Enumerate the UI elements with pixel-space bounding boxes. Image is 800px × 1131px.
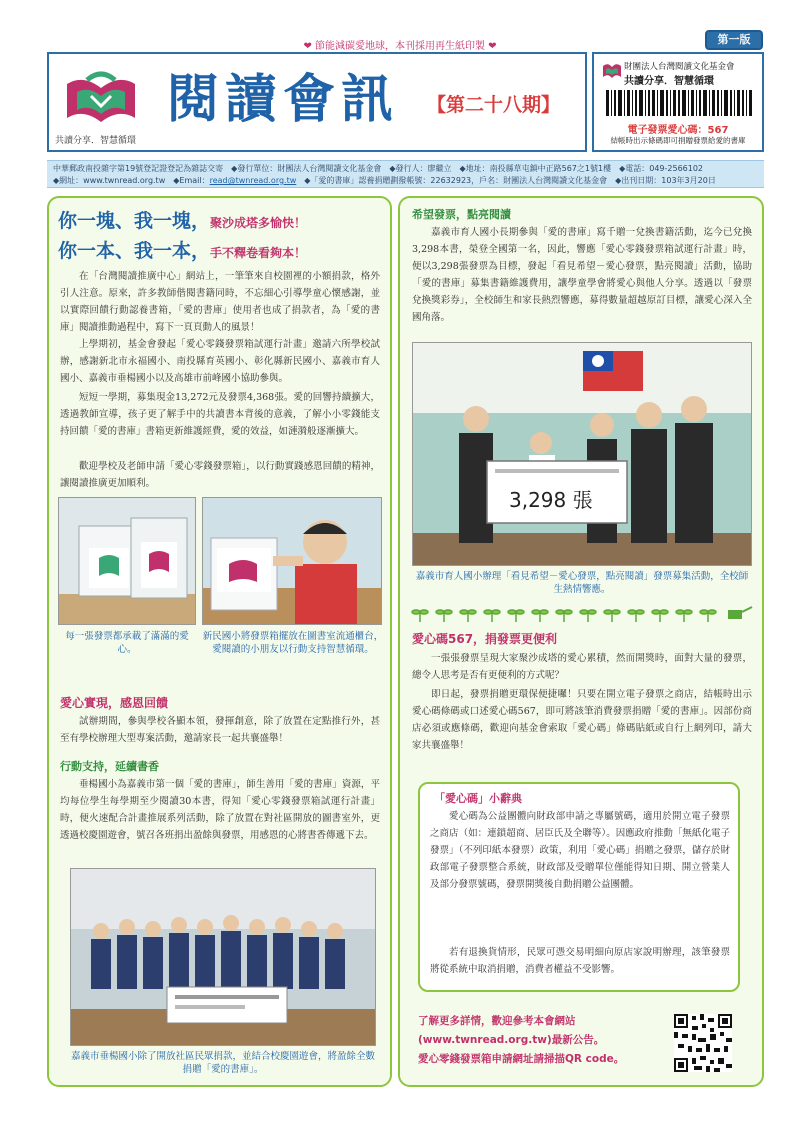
left-paragraph-2: 上學期初，基金會發起「愛心零錢發票箱試運行計畫」邀請六所學校試辦，感謝新北市永福國小、南投縣育英國小、彰化縣新民國小、嘉義市育人國小、嘉義市垂楊國小以及高雄市前峰國小協助參與。 — [60, 339, 380, 384]
info-line-2-prefix: ◆網址：www.twnread.org.tw ◆Email： — [53, 176, 210, 185]
donation-box-illustration — [59, 498, 196, 625]
dictionary-text-1: 愛心碼為公益團體向財政部申請之專屬號碼，適用於開立電子發票之商店（如：連鎖超商、居臣氏及全聯等）。因應政府推動「無紙化電子發票」（不列印紙本發票）政策，利用「愛心碼」捐贈之發票，儲存於財政部電子發票整合系統，財政部及受贈單位僅能得知日期、開立營業人及部分發票號碼，發票開獎後自動捐贈公益團體。 — [430, 811, 730, 890]
yuren-ceremony-photo — [412, 342, 752, 566]
love-code-note: 結帳時出示條碼即可捐贈發票給愛的書庫 — [610, 136, 746, 145]
info-line-2 — [53, 175, 758, 187]
headline-1-sub: 聚沙成塔多愉快！ — [210, 216, 307, 230]
masthead — [47, 52, 587, 152]
dictionary-text-2: 若有退換貨情形，民眾可憑交易明細向原店家說明辦理，該筆發票將從系統中取消捐贈，消費者權益不受影響。 — [430, 947, 730, 975]
left-paragraph-3: 短短一學期，募集現金13,272元及發票4,368張。愛的回響持續擴大，透過教師宣導，孩子更了解手中的共讀書本背後的意義，了解小小零錢能支持回饋「愛的書庫」書箱更新維護經費，愛的效益，如漣漪般逐漸擴大。 — [60, 392, 380, 437]
newsletter-title: 閱讀會訊 — [167, 69, 400, 130]
donation-box-photo — [58, 497, 196, 625]
love-code-text-2: 即日起，發票捐贈更環保便捷囉！只要在開立電子發票之商店，結帳時出示愛心碼條碼或口述愛心碼567，即可將該筆消費發票捐贈「愛的書庫」。因部份商店必須或應條碼，歡迎向基金會索取「愛心碼」條碼貼紙或自行上網列印，請大家共襄盛舉！ — [412, 689, 752, 751]
headline-line-2 — [58, 236, 306, 263]
group-photo-illustration — [71, 869, 376, 1046]
section-title-gratitude: 愛心實現，感恩回饋 — [60, 696, 169, 710]
eco-note: ❤ 節能減碳愛地球，本刊採用再生紙印製 ❤ — [303, 41, 497, 52]
section-title-action: 行動支持，延續書香 — [60, 760, 159, 773]
side-slogan: 共讀分享．智慧循環 — [624, 76, 714, 87]
section-action-text: 垂楊國小為嘉義市第一個「愛的書庫」，師生善用「愛的書庫」資源，平均每位學生每學期至少閱讀30本書，得知「愛心零錢發票箱試運行計畫」時，便火速配合計畫推展系列活動，除了放置在對社區開放的圖書室外，更透過校慶園遊會，號召各班捐出盈餘與發票，用感恩的心將書香傳遞下去。 — [60, 779, 380, 841]
headline-2-sub: 手不釋卷看夠本！ — [210, 246, 307, 260]
logo-tagline: 共讀分享．智慧循環 — [55, 136, 137, 146]
boy-donating-photo — [202, 497, 382, 625]
watering-can-icon — [728, 607, 752, 619]
qr-code-icon[interactable] — [674, 1014, 732, 1072]
issue-number: 【第二十八期】 — [427, 94, 561, 116]
caption-donation-box: 每一張發票都承載了滿滿的愛心。 — [65, 631, 189, 655]
ceremony-illustration — [413, 343, 752, 566]
more-info-line-3: 愛心零錢發票箱申請網址請掃描QR code。 — [418, 1053, 625, 1065]
info-line-1: 中華郵政南投雜字第19號登記證登記為雜誌交寄 ◆發行單位：財團法人台灣閱讀文化基金會 ◆發行人：廖繼立 ◆地址：南投縣草屯鎮中正路567之1號1樓 ◆電話：049-2566102 — [53, 164, 704, 173]
caption-ceremony: 嘉義市育人國小辦理「看見希望－愛心發票，點亮閱讀」發票募集活動，全校師生熱情響應。 — [415, 571, 749, 595]
chuiyang-group-photo — [70, 868, 376, 1046]
dictionary-title: 「愛心碼」小辭典 — [434, 792, 522, 805]
love-code-label: 電子發票愛心碼：567 — [627, 125, 729, 136]
edition-badge: 第一版 — [705, 30, 763, 50]
love-code-text-1: 一張張發票呈現大家聚沙成塔的愛心累積，然而開獎時，面對大量的發票，總令人思考是否有更便利的方式呢？ — [412, 653, 752, 681]
left-paragraph-1: 在「台灣閱讀推廣中心」網站上，一筆筆來自校園裡的小額捐款，格外引人注意。原來，許多教師偕閱書籍同時，不忘細心引導學童心懷感謝，並以實際回饋行動認養書箱，「愛的書庫」使用者也成了捐款者，為「愛的書庫」閱讀推動過程中，寫下一頁頁動人的風景！ — [60, 271, 380, 333]
side-org-name: 財團法人台灣閱讀文化基金會 — [624, 62, 735, 72]
publication-info-bar — [47, 160, 764, 188]
section-title-love-code: 愛心碼567，捐發票更便利 — [412, 632, 558, 646]
check-amount-text: 3,298 張 — [509, 488, 593, 512]
more-info-website-link[interactable]: (www.twnread.org.tw)最新公告。 — [418, 1034, 605, 1046]
headline-2-main: 你一本、我一本， — [58, 240, 211, 262]
headline-line-1 — [58, 206, 306, 233]
email-link[interactable]: read@twnread.org.tw — [209, 176, 297, 185]
boy-donating-illustration — [203, 498, 382, 625]
section-hope-text: 嘉義市育人國小長期參與「愛的書庫」寫千贈一兌換書籍活動，迄今已兌換3,298本書，榮登全國第一名，因此，響應「愛心零錢發票箱試運行計畫」時，便以3,298張發票為目標，發起「看見希望－愛心發票，點亮閱讀」活動，協助「愛的書庫」募集書籍維護費用，讓學童學會將愛心與他人分享。透過以「發票兌換獎彩券」，全校師生和家長熱烈響應，募得數量超越原訂目標，讓愛心深入全國角落。 — [412, 227, 752, 323]
section-title-hope: 希望發票，點亮閱讀 — [412, 208, 511, 221]
info-line-2-suffix: ◆「愛的書庫」認養捐贈劃撥帳號：22632923，戶名：財團法人台灣閱讀文化基金會 ◆出刊日期：103年3月20日 — [296, 176, 716, 185]
barcode-icon — [606, 90, 752, 116]
book-heart-logo-icon — [61, 66, 141, 128]
more-info-line-1: 了解更多詳情，歡迎參考本會網站 — [418, 1015, 576, 1027]
caption-boy-donating: 新民國小將發票箱擺放在圖書室流通櫃台，愛閱讀的小朋友以行動支持智慧循環。 — [202, 631, 384, 655]
left-paragraph-4: 歡迎學校及老師申請「愛心零錢發票箱」，以行動實踐感恩回饋的精神，讓閱讀推廣更加順利。 — [60, 461, 380, 489]
foundation-logo-icon — [602, 60, 622, 80]
headline-1-main: 你一塊、我一塊， — [58, 210, 211, 232]
more-info-block — [418, 1012, 668, 1069]
caption-group-photo: 嘉義市垂楊國小除了開放社區民眾捐款，並結合校慶園遊會，將盈餘全數捐贈「愛的書庫」。 — [70, 1051, 375, 1075]
section-gratitude-text: 試辦期間，參與學校各顯本領，發揮創意，除了放置在定點推行外，甚至有學校辦理大型專案活動，邀請家長一起共襄盛舉！ — [60, 716, 380, 744]
donation-code-box — [592, 52, 764, 152]
sprout-divider-icon — [410, 606, 754, 622]
